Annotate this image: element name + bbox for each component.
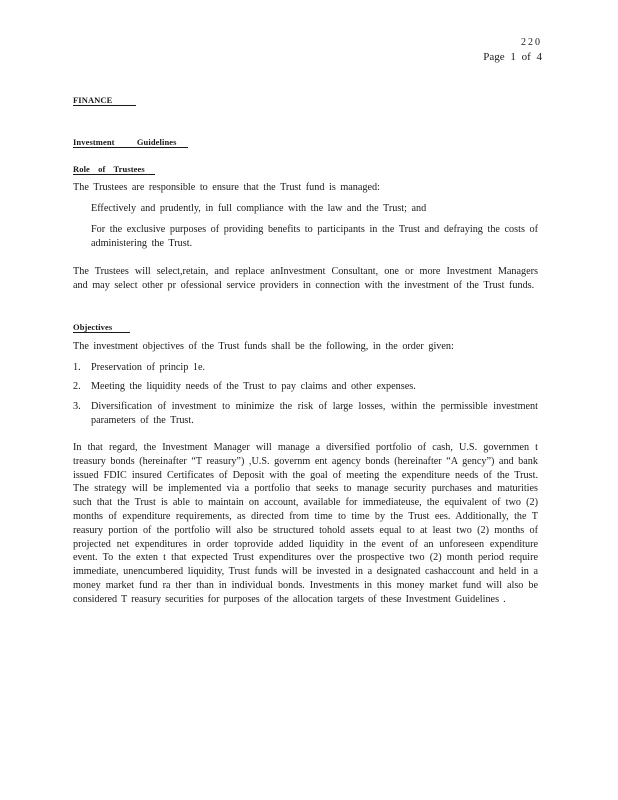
item-number: 3.: [73, 401, 81, 412]
trustees-paragraph: The Trustees will select,retain, and replace anInvestment Consultant, one or more Investment Managers and may select other pr ofessional service providers in connection with the investment of the Trust funds.: [73, 266, 538, 291]
bullet-text: Effectively and prudently, in full compliance with the law and the Trust; and: [91, 203, 427, 214]
item-number: 2.: [73, 381, 81, 392]
guidelines-heading-text: Investment Guidelines: [73, 138, 188, 148]
item-text: Diversification of investment to minimize the risk of large losses, within the permissible investment parameters of the Trust.: [91, 401, 538, 426]
section-heading-role-of-trustees: [73, 164, 155, 175]
finance-heading-text: FINANCE: [73, 96, 136, 106]
item-number: 1.: [73, 362, 81, 373]
bullet-icon: [73, 202, 91, 218]
bullet-text: For the exclusive purposes of providing benefits to participants in the Trust and defraying the costs of administering the Trust.: [91, 224, 538, 249]
regard-paragraph: In that regard, the Investment Manager will manage a diversified portfolio of cash, U.S. governmen t treasury bonds (hereinafter “T reasury”) ,U.S. governm ent agency bonds (hereinafter “A gency”) and bank issued FDIC insured Certificates of Deposit with the goal of meeting the expenditure needs of the Trust. The strategy will be implemented via a portfolio that seeks to manage security purchases and maturities such that the Trust is able to maintain on account, available for immediateuse, the equivalent of two (2) months of expenditure requirements, as directed from time to time by the Trust ees. Additionally, the T reasury portion of the portfolio will also be structured tohold assets equal to at least two (2) months of projected net expenditures in order toprovide added liquidity in the event of an unforeseen expenditure event. To the exten t that expected Trust expenditures over the prospective two (2) month period require immediate, unencumbered liquidity, Trust funds will be invested in a designated cashaccount and held in a money market fund ra ther than in individual bonds. Investments in this money market fund will also be considered T reasury securities for purposes of the allocation targets of these Investment Guidelines .: [73, 442, 538, 605]
role-intro-paragraph: The Trustees are responsible to ensure that the Trust fund is managed:: [73, 182, 380, 193]
objectives-heading-text: Objectives: [73, 323, 130, 333]
page-number: Page 1 of 4: [483, 51, 542, 63]
numbered-item: [73, 380, 538, 394]
bullet-item: [73, 223, 538, 251]
policy-code: 220: [521, 37, 542, 48]
section-heading-objectives: [73, 322, 130, 333]
numbered-item: [73, 400, 538, 428]
item-text: Meeting the liquidity needs of the Trust to pay claims and other expenses.: [91, 381, 416, 392]
bullet-item: [73, 202, 538, 218]
bullet-icon: [73, 223, 91, 251]
section-heading-finance: [73, 95, 136, 106]
numbered-item: [73, 361, 538, 375]
role-heading-text: Role of Trustees: [73, 165, 155, 175]
objectives-intro-paragraph: The investment objectives of the Trust funds shall be the following, in the order given:: [73, 341, 454, 352]
item-text: Preservation of princip 1e.: [91, 362, 206, 373]
section-heading-investment-guidelines: [73, 137, 188, 148]
